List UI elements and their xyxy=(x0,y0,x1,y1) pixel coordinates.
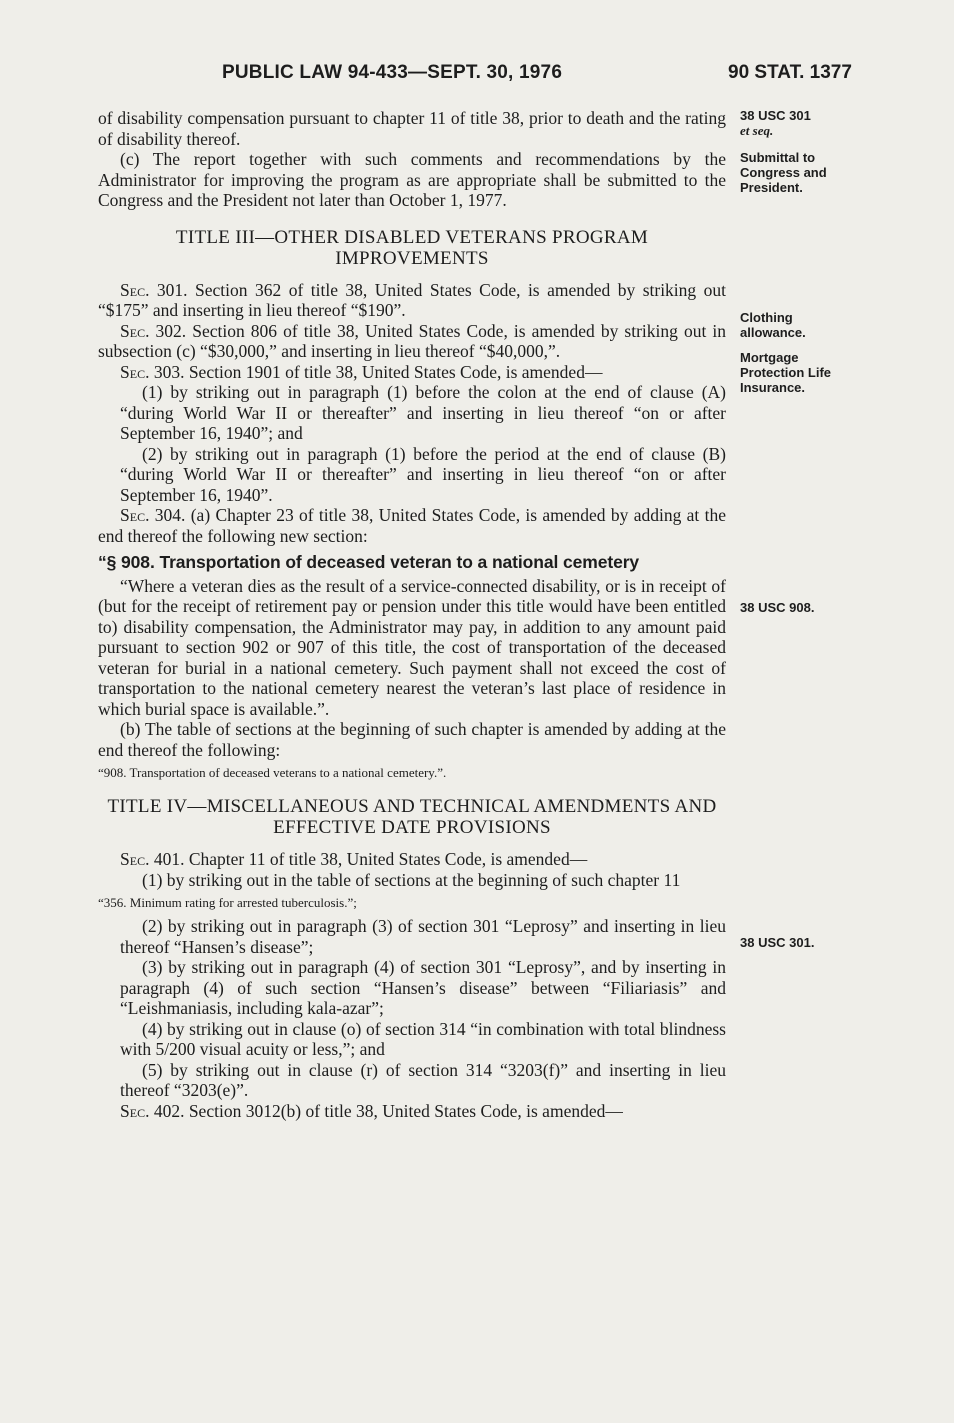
page-header xyxy=(0,62,954,86)
section-text: Chapter 11 of title 38, United States Code, is amended— xyxy=(184,849,588,869)
list-item: (5) by striking out in clause (r) of section 314 “3203(f)” and inserting in lieu thereof “3203(e)”. xyxy=(120,1059,726,1100)
table-entry: “356. Minimum rating for arrested tuberculosis.”; xyxy=(98,895,357,910)
title-iv-heading: TITLE IV—MISCELLANEOUS AND TECHNICAL AMENDMENTS AND EFFECTIVE DATE PROVISIONS xyxy=(107,796,717,838)
section-label: Sec. 301. xyxy=(120,279,188,300)
list-item: (1) by striking out in the table of sections at the beginning of such chapter 11 xyxy=(142,869,681,890)
section-text: Section 1901 of title 38, United States Code, is amended— xyxy=(184,361,603,382)
margin-note-text: et seq. xyxy=(740,123,774,138)
section-label: Sec. 402. xyxy=(120,1100,185,1121)
list-item: (2) by striking out in paragraph (3) of section 301 “Leprosy” and inserting in lieu thereof “Hansen’s disease”; xyxy=(120,916,726,957)
margin-note-text: Insurance. xyxy=(740,380,806,395)
section-908-heading: “§ 908. Transportation of deceased veteran to a national cemetery xyxy=(98,552,640,572)
title-iii-heading: TITLE III—OTHER DISABLED VETERANS PROGRAM IMPROVEMENTS xyxy=(175,226,649,269)
paragraph: (b) The table of sections at the beginning of such chapter is amended by adding at the end thereof the following: xyxy=(98,719,726,760)
section-401 xyxy=(98,849,726,870)
margin-note-text: President. xyxy=(740,180,803,195)
list-item: (2) by striking out in paragraph (1) before the period at the end of clause (B) “during World War II or thereafter” and inserting in lieu thereof “on or after September 16, 1940”. xyxy=(120,443,726,505)
section-text: (a) Chapter 23 of title 38, United States Code, is amended by adding at the end thereof the following new section: xyxy=(98,505,726,546)
paragraph: “Where a veteran dies as the result of a service-connected disability, or is in receipt of (but for the receipt of retirement pay or pension under this title would have been entitled to) disability compensation, the Administrator may pay, in addition to any amount paid pursuant to section 902 or 907 of this title, the cost of transportation of the deceased veteran for burial in a national cemetery. Such payment shall not exceed the cost of transportation to the national cemetery nearest the veteran’s last place of residence in which burial space is available.”. xyxy=(98,575,726,719)
section-304 xyxy=(98,505,726,546)
section-text: Section 3012(b) of title 38, United States Code, is amended— xyxy=(184,1100,623,1121)
section-label: Sec. 304. xyxy=(120,505,186,525)
margin-note-text: 38 USC 301 xyxy=(740,108,811,123)
margin-note-submittal xyxy=(740,150,860,195)
margin-note-text: 38 USC 301. xyxy=(740,935,815,950)
list-item: (3) by striking out in paragraph (4) of section 301 “Leprosy”, and by inserting in paragraph (4) of such section “Hansen’s disease” between “Filiariasis” and “Leishmaniasis, including kala-azar”; xyxy=(120,957,726,1018)
list-item: (1) by striking out in paragraph (1) before the colon at the end of clause (A) “during World War II or thereafter” and inserting in lieu thereof “on or after September 16, 1940”; and xyxy=(120,382,726,443)
paragraph: (c) The report together with such comments and recommendations by the Administrator for improving the program as are appropriate shall be submitted to the Congress and the President not later than October 1, 1977. xyxy=(98,149,726,210)
margin-note-38-usc-908 xyxy=(740,600,860,615)
margin-note-text: allowance. xyxy=(740,325,806,340)
section-label: Sec. 302. xyxy=(120,320,187,341)
margin-note-mortgage xyxy=(740,350,860,395)
paragraph: of disability compensation pursuant to chapter 11 of title 38, prior to death and the rating of disability thereof. xyxy=(98,108,726,149)
margin-note-text: Congress and xyxy=(740,165,827,180)
section-302 xyxy=(98,321,726,362)
statute-page: 90 STAT. 1377 xyxy=(728,62,852,83)
section-label: Sec. 303. xyxy=(120,361,185,382)
margin-note-clothing xyxy=(740,310,860,340)
margin-note-38-usc-301-b xyxy=(740,935,860,950)
margin-note-text: Mortgage xyxy=(740,350,799,365)
section-label: Sec. 401. xyxy=(120,849,185,869)
document-body xyxy=(98,108,726,1121)
section-301 xyxy=(98,280,726,321)
list-item: (4) by striking out in clause (o) of section 314 “in combination with total blindness with 5/200 visual acuity or less,”; and xyxy=(120,1018,726,1059)
margin-note-38-usc-301 xyxy=(740,108,860,138)
law-citation: PUBLIC LAW 94-433—SEPT. 30, 1976 xyxy=(222,62,563,83)
table-entry: “908. Transportation of deceased veterans to a national cemetery.”. xyxy=(98,765,447,780)
margin-note-text: Submittal to xyxy=(740,150,816,165)
section-text: Section 806 of title 38, United States Code, is amended by striking out in subsection (c) “$30,000,” and inserting in lieu thereof “$40,000,”. xyxy=(98,320,726,361)
margin-note-text: Clothing xyxy=(740,310,793,325)
section-303 xyxy=(98,362,726,383)
section-text: Section 362 of title 38, United States Code, is amended by striking out “$175” and inserting in lieu thereof “$190”. xyxy=(98,279,726,320)
margin-note-text: 38 USC 908. xyxy=(740,600,815,615)
margin-note-text: Protection Life xyxy=(740,365,832,380)
section-402 xyxy=(98,1101,726,1122)
